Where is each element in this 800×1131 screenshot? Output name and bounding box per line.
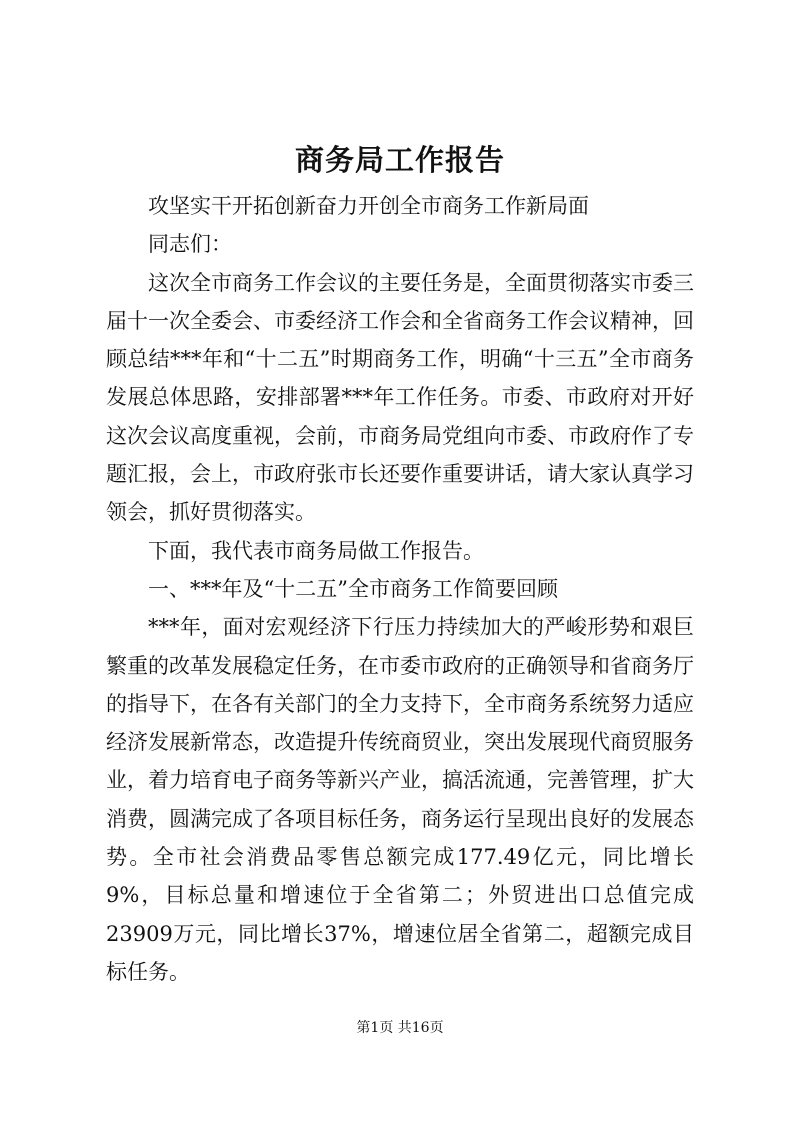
salutation-paragraph: 同志们： [148, 232, 232, 257]
document-body [106, 187, 694, 991]
page-footer: 第1页 共16页 [356, 1020, 444, 1036]
section-heading: 一、***年及“十二五”全市商务工作简要回顾 [148, 576, 558, 601]
body-paragraph: 下面，我代表市商务局做工作报告。 [148, 538, 484, 563]
subtitle-paragraph: 攻坚实干开拓创新奋力开创全市商务工作新局面 [148, 194, 589, 218]
body-paragraph: 这次全市商务工作会议的主要任务是，全面贯彻落实市委三届十一次全委会、市委经济工作会和全省商务工作会议精神，回顾总结***年和“十二五”时期商务工作，明确“十三五”全市商务发展总体思路，安排部署***年工作任务。市委、市政府对开好这次会议高度重视，会前，市商务局党组向市委、市政府作了专题汇报，会上，市政府张市长还要作重要讲话，请大家认真学习领会，抓好贯彻落实。 [106, 270, 694, 525]
document-title: 商务局工作报告 [294, 143, 505, 177]
body-paragraph: ***年，面对宏观经济下行压力持续加大的严峻形势和艰巨繁重的改革发展稳定任务，在市委市政府的正确领导和省商务厅的指导下，在各有关部门的全力支持下，全市商务系统努力适应经济发展新常态，改造提升传统商贸业，突出发展现代商贸服务业，着力培育电子商务等新兴产业，搞活流通，完善管理，扩大消费，圆满完成了各项目标任务，商务运行呈现出良好的发展态势。全市社会消费品零售总额完成177.49亿元，同比增长9%，目标总量和增速位于全省第二；外贸进出口总值完成23909万元，同比增长37%，增速位居全省第二，超额完成目标任务。 [106, 615, 694, 984]
